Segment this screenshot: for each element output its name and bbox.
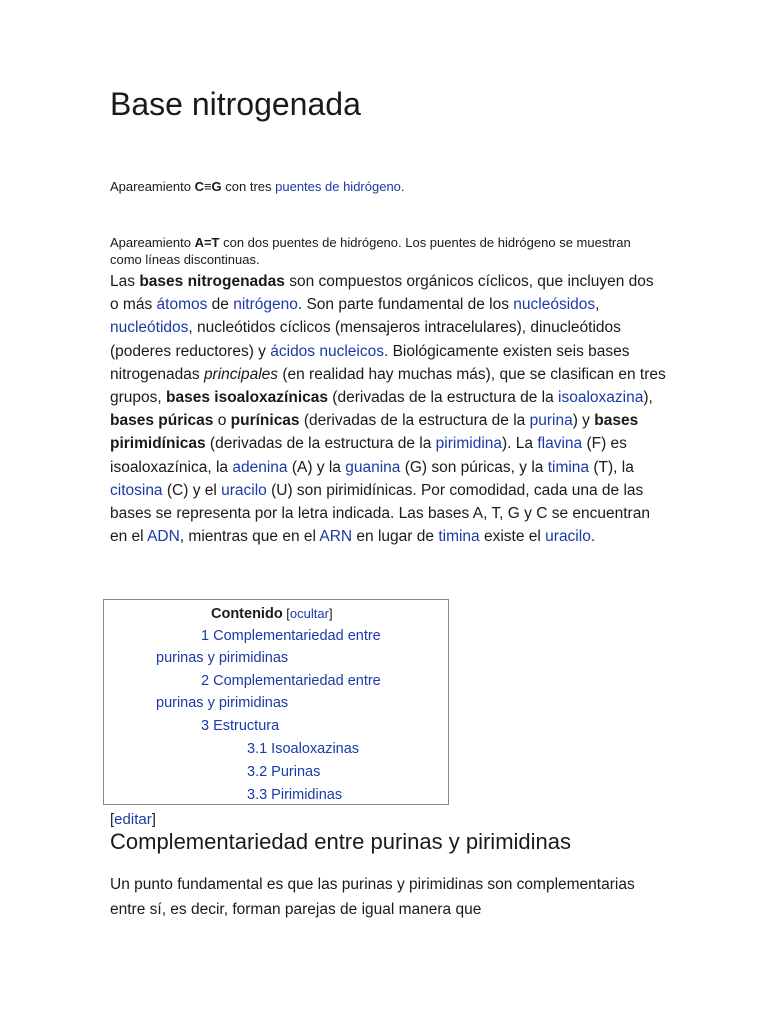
link-isoaloxazina[interactable]: isoaloxazina (558, 389, 644, 407)
link-purina[interactable]: purina (529, 412, 573, 430)
text: en lugar de (352, 528, 439, 546)
toc-entry-1[interactable]: 1 Complementariedad entre (201, 628, 381, 644)
link-uracilo-2[interactable]: uracilo (545, 528, 591, 546)
toc-header (211, 603, 333, 626)
text: son compuestos orgánicos cíclicos, que incluyen dos o más (110, 273, 654, 314)
link-pirimidina[interactable]: pirimidina (435, 435, 503, 453)
text: (derivadas de la estructura de la (328, 389, 559, 407)
text: (en realidad hay muchas más), que se clasifican en tres grupos, (110, 365, 666, 407)
link-atomos[interactable]: átomos (156, 296, 208, 314)
toc-title: Contenido (211, 606, 283, 622)
toc-entry-3-3[interactable]: 3.3 Pirimidinas (247, 787, 343, 803)
text: , nucleótidos cíclicos (mensajeros intracelulares), dinucleótidos (poderes reductores) y (110, 319, 621, 360)
link-arn[interactable]: ARN (319, 528, 353, 546)
text: ), (643, 389, 653, 407)
toc-entry-1-cont[interactable]: purinas y pirimidinas (156, 650, 289, 666)
text: o (213, 412, 231, 430)
text: . Biológicamente existen seis bases nitrogenadas (110, 342, 630, 383)
caption-text: Apareamiento (110, 179, 195, 194)
toc-entry-2[interactable]: 2 Complementariedad entre (201, 673, 381, 689)
section-paragraph: Un punto fundamental es que las purinas y pirimidinas son complementarias entre sí, es decir, forman parejas de igual manera que (110, 876, 635, 918)
link-puentes-hidrogeno[interactable]: puentes de hidrógeno (275, 179, 401, 194)
text: , mientras que en el (179, 528, 320, 546)
bold-term: bases púricas (110, 412, 214, 430)
text: (C) y el (162, 481, 222, 499)
link-adn[interactable]: ADN (147, 528, 180, 546)
link-nitrogeno[interactable]: nitrógeno (233, 296, 298, 314)
caption-text: . (400, 179, 405, 194)
caption-pair: A=T (194, 235, 220, 250)
bold-term: bases isoaloxazínicas (166, 389, 328, 407)
image-caption-at (110, 234, 640, 268)
section-heading: Complementariedad entre purinas y pirimidinas (110, 829, 572, 854)
text: (T), la (589, 458, 634, 476)
toc-bracket: [ (282, 606, 290, 621)
link-flavina[interactable]: flavina (537, 435, 583, 453)
text: , (595, 296, 600, 314)
link-timina-2[interactable]: timina (438, 528, 480, 546)
text: (derivadas de la estructura de la (299, 412, 530, 430)
text: (U) son pirimidínicas. Por comodidad, cada una de las bases se representa por la letra indicada. Las bases A, T, G y C se encuentran en el (110, 481, 650, 546)
text: de (207, 296, 234, 314)
text: ) y (572, 412, 595, 430)
caption-text: Apareamiento (110, 235, 195, 250)
caption-pair: C≡G (194, 179, 222, 194)
link-acidos-nucleicos[interactable]: ácidos nucleicos (270, 342, 384, 360)
link-nucleosidos[interactable]: nucleósidos (513, 296, 596, 314)
text: (F) es isoaloxazínica, la (110, 435, 627, 476)
image-caption-cg (110, 178, 405, 195)
caption-text: con tres (221, 179, 276, 194)
intro-paragraph (110, 270, 666, 548)
text: Las (110, 273, 140, 290)
toc-entry-3[interactable]: 3 Estructura (201, 718, 280, 734)
link-adenina[interactable]: adenina (232, 458, 288, 476)
toc-entry-3-2[interactable]: 3.2 Purinas (247, 764, 321, 780)
text: ). La (502, 435, 538, 453)
toc-entry-2-cont[interactable]: purinas y pirimidinas (156, 695, 289, 711)
text: . (590, 528, 596, 546)
edit-link[interactable]: editar (114, 811, 152, 828)
toc-entry-3-1[interactable]: 3.1 Isoaloxazinas (247, 741, 360, 757)
link-timina[interactable]: timina (547, 458, 590, 476)
toc-bracket: ] (328, 606, 333, 621)
bold-term: purínicas (230, 412, 300, 430)
link-citosina[interactable]: citosina (110, 481, 163, 499)
edit-bracket: [ (110, 811, 115, 828)
edit-bracket: ] (151, 811, 156, 828)
text: (G) son púricas, y la (400, 458, 548, 476)
text: (derivadas de la estructura de la (205, 435, 436, 453)
table-of-contents (103, 599, 449, 805)
link-uracilo[interactable]: uracilo (221, 481, 267, 499)
bold-term: bases nitrogenadas (139, 273, 285, 290)
toc-toggle-button[interactable]: ocultar (289, 606, 329, 621)
text: . Son parte fundamental de los (297, 296, 514, 314)
text: existe el (479, 528, 546, 546)
text: (A) y la (287, 458, 346, 476)
caption-text: con dos puentes de hidrógeno. Los puentes de hidrógeno se muestran como líneas discontinuas. (110, 235, 631, 267)
bold-term: bases pirimidínicas (110, 412, 639, 453)
link-guanina[interactable]: guanina (345, 458, 401, 476)
italic-term: principales (203, 365, 279, 383)
link-nucleotidos[interactable]: nucleótidos (110, 319, 189, 337)
page-title: Base nitrogenada (110, 86, 361, 122)
